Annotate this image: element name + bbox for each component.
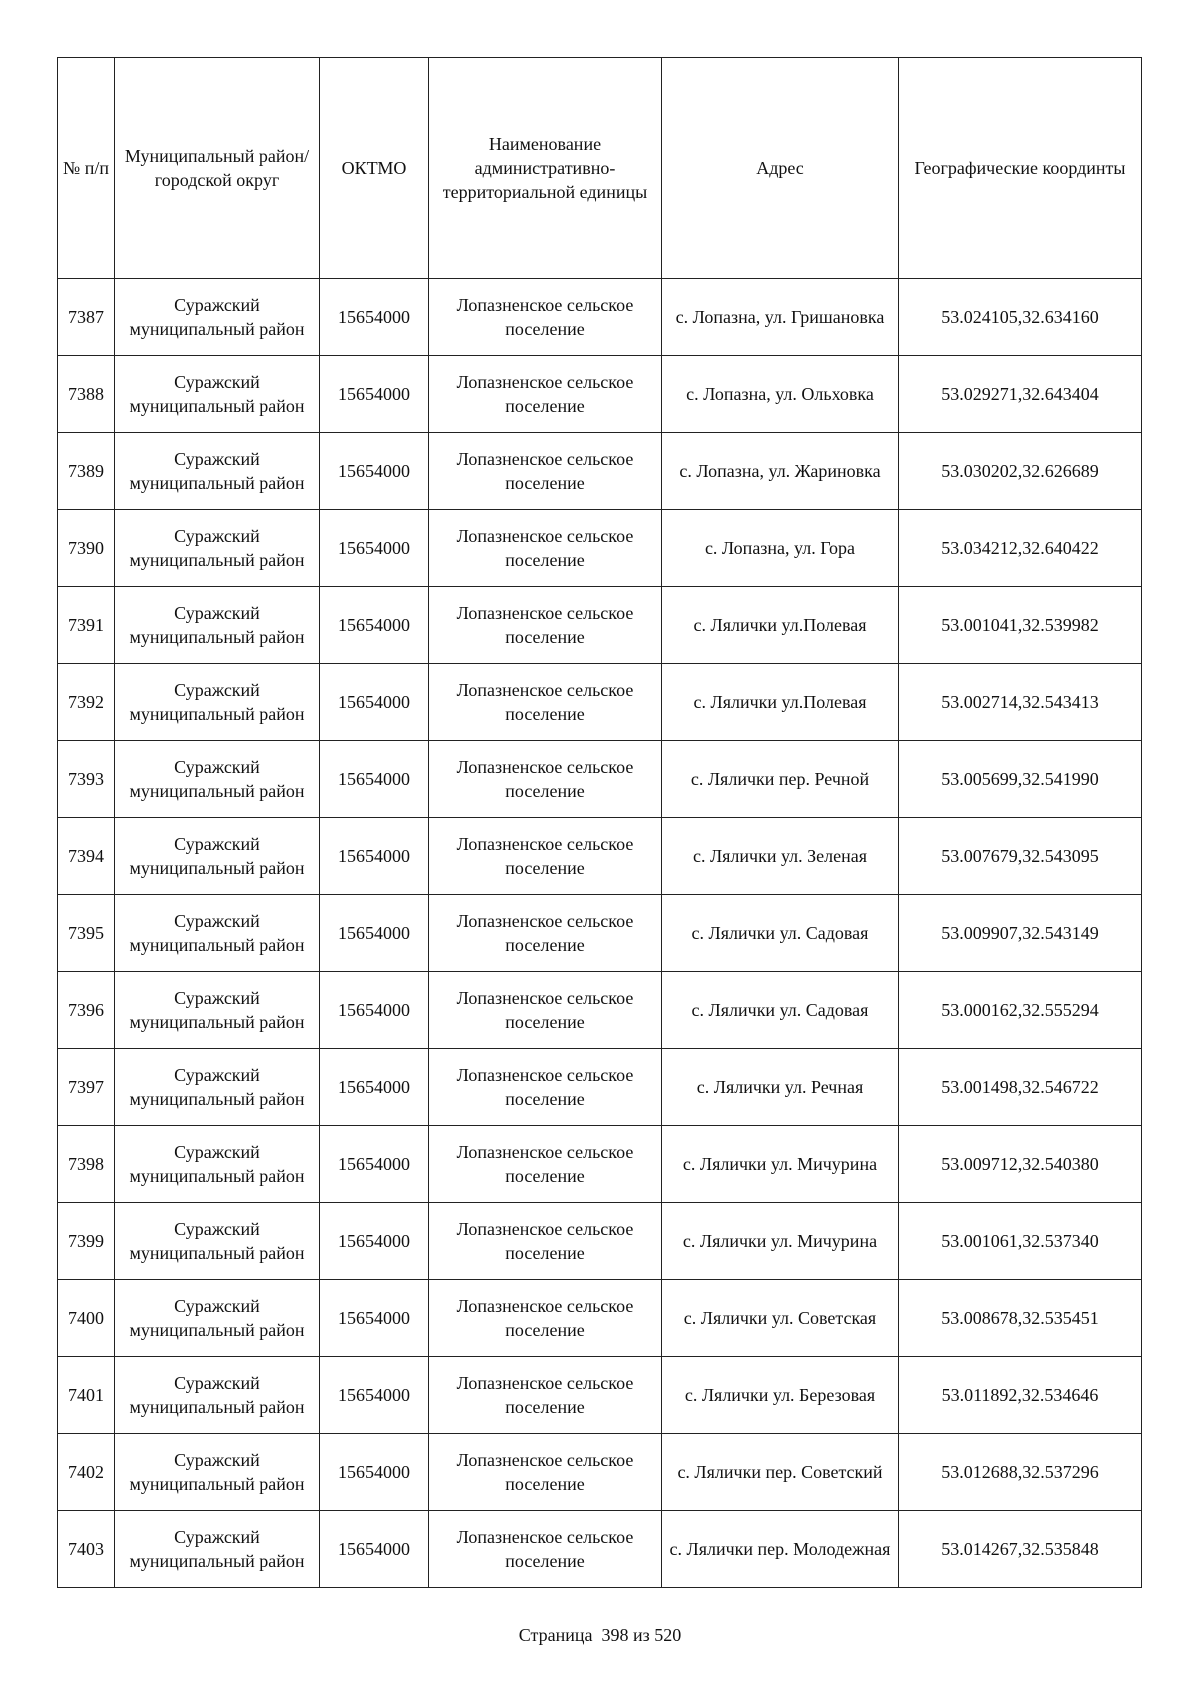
coordinates-table xyxy=(57,57,1142,1588)
cell-number: 7397 xyxy=(58,1049,115,1126)
cell-district: Суражский муниципальный район xyxy=(115,356,320,433)
cell-district: Суражский муниципальный район xyxy=(115,510,320,587)
table-row xyxy=(58,818,1142,895)
cell-number: 7393 xyxy=(58,741,115,818)
cell-district: Суражский муниципальный район xyxy=(115,818,320,895)
cell-oktmo: 15654000 xyxy=(320,1434,429,1511)
table-row xyxy=(58,356,1142,433)
header-district: Муниципальный район/городской округ xyxy=(115,58,320,279)
cell-coordinates: 53.001498,32.546722 xyxy=(899,1049,1142,1126)
cell-unit-name: Лопазненское сельское поселение xyxy=(429,895,662,972)
cell-address: с. Лялички пер. Молодежная xyxy=(662,1511,899,1588)
cell-number: 7400 xyxy=(58,1280,115,1357)
cell-number: 7389 xyxy=(58,433,115,510)
cell-coordinates: 53.012688,32.537296 xyxy=(899,1434,1142,1511)
cell-oktmo: 15654000 xyxy=(320,279,429,356)
header-oktmo: ОКТМО xyxy=(320,58,429,279)
cell-oktmo: 15654000 xyxy=(320,741,429,818)
cell-oktmo: 15654000 xyxy=(320,818,429,895)
cell-address: с. Лялички пер. Советский xyxy=(662,1434,899,1511)
table-row xyxy=(58,1511,1142,1588)
cell-number: 7390 xyxy=(58,510,115,587)
cell-oktmo: 15654000 xyxy=(320,1280,429,1357)
cell-number: 7401 xyxy=(58,1357,115,1434)
cell-district: Суражский муниципальный район xyxy=(115,1280,320,1357)
table-row xyxy=(58,433,1142,510)
cell-number: 7392 xyxy=(58,664,115,741)
cell-address: с. Лопазна, ул. Ольховка xyxy=(662,356,899,433)
cell-coordinates: 53.011892,32.534646 xyxy=(899,1357,1142,1434)
table-row xyxy=(58,1434,1142,1511)
cell-oktmo: 15654000 xyxy=(320,1126,429,1203)
header-row xyxy=(58,58,1142,279)
cell-coordinates: 53.008678,32.535451 xyxy=(899,1280,1142,1357)
cell-coordinates: 53.005699,32.541990 xyxy=(899,741,1142,818)
cell-address: с. Лопазна, ул. Гора xyxy=(662,510,899,587)
cell-district: Суражский муниципальный район xyxy=(115,972,320,1049)
table-row xyxy=(58,1357,1142,1434)
table-row xyxy=(58,895,1142,972)
cell-unit-name: Лопазненское сельское поселение xyxy=(429,510,662,587)
cell-number: 7398 xyxy=(58,1126,115,1203)
cell-district: Суражский муниципальный район xyxy=(115,895,320,972)
cell-number: 7387 xyxy=(58,279,115,356)
cell-district: Суражский муниципальный район xyxy=(115,279,320,356)
cell-district: Суражский муниципальный район xyxy=(115,1049,320,1126)
table-body xyxy=(58,279,1142,1588)
cell-address: с. Лялички ул. Березовая xyxy=(662,1357,899,1434)
cell-coordinates: 53.034212,32.640422 xyxy=(899,510,1142,587)
cell-coordinates: 53.001041,32.539982 xyxy=(899,587,1142,664)
table-row xyxy=(58,587,1142,664)
cell-address: с. Лялички ул. Советская xyxy=(662,1280,899,1357)
cell-district: Суражский муниципальный район xyxy=(115,664,320,741)
cell-address: с. Лялички ул. Садовая xyxy=(662,895,899,972)
cell-district: Суражский муниципальный район xyxy=(115,587,320,664)
cell-district: Суражский муниципальный район xyxy=(115,741,320,818)
cell-address: с. Лялички пер. Речной xyxy=(662,741,899,818)
cell-oktmo: 15654000 xyxy=(320,972,429,1049)
cell-oktmo: 15654000 xyxy=(320,664,429,741)
cell-oktmo: 15654000 xyxy=(320,433,429,510)
cell-address: с. Лопазна, ул. Жариновка xyxy=(662,433,899,510)
cell-district: Суражский муниципальный район xyxy=(115,1357,320,1434)
cell-address: с. Лялички ул. Мичурина xyxy=(662,1203,899,1280)
header-number: № п/п xyxy=(58,58,115,279)
table-row xyxy=(58,510,1142,587)
cell-unit-name: Лопазненское сельское поселение xyxy=(429,1280,662,1357)
cell-district: Суражский муниципальный район xyxy=(115,1511,320,1588)
cell-coordinates: 53.000162,32.555294 xyxy=(899,972,1142,1049)
table-row xyxy=(58,664,1142,741)
cell-oktmo: 15654000 xyxy=(320,1511,429,1588)
cell-coordinates: 53.024105,32.634160 xyxy=(899,279,1142,356)
table-row xyxy=(58,279,1142,356)
cell-coordinates: 53.029271,32.643404 xyxy=(899,356,1142,433)
table-header xyxy=(58,58,1142,279)
cell-number: 7394 xyxy=(58,818,115,895)
cell-number: 7388 xyxy=(58,356,115,433)
header-address: Адрес xyxy=(662,58,899,279)
cell-coordinates: 53.002714,32.543413 xyxy=(899,664,1142,741)
cell-address: с. Лялички ул. Зеленая xyxy=(662,818,899,895)
table-row xyxy=(58,1049,1142,1126)
cell-number: 7396 xyxy=(58,972,115,1049)
cell-unit-name: Лопазненское сельское поселение xyxy=(429,356,662,433)
cell-number: 7399 xyxy=(58,1203,115,1280)
cell-oktmo: 15654000 xyxy=(320,1203,429,1280)
cell-unit-name: Лопазненское сельское поселение xyxy=(429,741,662,818)
cell-district: Суражский муниципальный район xyxy=(115,433,320,510)
cell-oktmo: 15654000 xyxy=(320,510,429,587)
cell-unit-name: Лопазненское сельское поселение xyxy=(429,818,662,895)
cell-address: с. Лялички ул. Садовая xyxy=(662,972,899,1049)
table-row xyxy=(58,972,1142,1049)
cell-number: 7395 xyxy=(58,895,115,972)
cell-coordinates: 53.030202,32.626689 xyxy=(899,433,1142,510)
cell-unit-name: Лопазненское сельское поселение xyxy=(429,279,662,356)
cell-district: Суражский муниципальный район xyxy=(115,1434,320,1511)
cell-address: с. Лопазна, ул. Гришановка xyxy=(662,279,899,356)
cell-oktmo: 15654000 xyxy=(320,1357,429,1434)
header-unit-name: Наименование административно-территориальной единицы xyxy=(429,58,662,279)
cell-coordinates: 53.001061,32.537340 xyxy=(899,1203,1142,1280)
cell-oktmo: 15654000 xyxy=(320,895,429,972)
table-row xyxy=(58,1280,1142,1357)
cell-unit-name: Лопазненское сельское поселение xyxy=(429,587,662,664)
cell-coordinates: 53.009907,32.543149 xyxy=(899,895,1142,972)
cell-number: 7402 xyxy=(58,1434,115,1511)
cell-unit-name: Лопазненское сельское поселение xyxy=(429,972,662,1049)
cell-unit-name: Лопазненское сельское поселение xyxy=(429,1434,662,1511)
page-number-text: Страница 398 из 520 xyxy=(518,1625,682,1645)
cell-unit-name: Лопазненское сельское поселение xyxy=(429,1357,662,1434)
cell-unit-name: Лопазненское сельское поселение xyxy=(429,1126,662,1203)
cell-address: с. Лялички ул. Мичурина xyxy=(662,1126,899,1203)
cell-address: с. Лялички ул.Полевая xyxy=(662,664,899,741)
cell-unit-name: Лопазненское сельское поселение xyxy=(429,1511,662,1588)
cell-district: Суражский муниципальный район xyxy=(115,1203,320,1280)
page-footer xyxy=(0,1625,1200,1646)
cell-address: с. Лялички ул.Полевая xyxy=(662,587,899,664)
cell-number: 7391 xyxy=(58,587,115,664)
cell-unit-name: Лопазненское сельское поселение xyxy=(429,664,662,741)
cell-coordinates: 53.014267,32.535848 xyxy=(899,1511,1142,1588)
table-row xyxy=(58,1126,1142,1203)
table-row xyxy=(58,741,1142,818)
cell-oktmo: 15654000 xyxy=(320,356,429,433)
cell-unit-name: Лопазненское сельское поселение xyxy=(429,1203,662,1280)
cell-address: с. Лялички ул. Речная xyxy=(662,1049,899,1126)
cell-coordinates: 53.009712,32.540380 xyxy=(899,1126,1142,1203)
header-coordinates: Географические координты xyxy=(899,58,1142,279)
cell-unit-name: Лопазненское сельское поселение xyxy=(429,1049,662,1126)
cell-oktmo: 15654000 xyxy=(320,1049,429,1126)
cell-unit-name: Лопазненское сельское поселение xyxy=(429,433,662,510)
table-row xyxy=(58,1203,1142,1280)
cell-coordinates: 53.007679,32.543095 xyxy=(899,818,1142,895)
cell-oktmo: 15654000 xyxy=(320,587,429,664)
cell-number: 7403 xyxy=(58,1511,115,1588)
cell-district: Суражский муниципальный район xyxy=(115,1126,320,1203)
